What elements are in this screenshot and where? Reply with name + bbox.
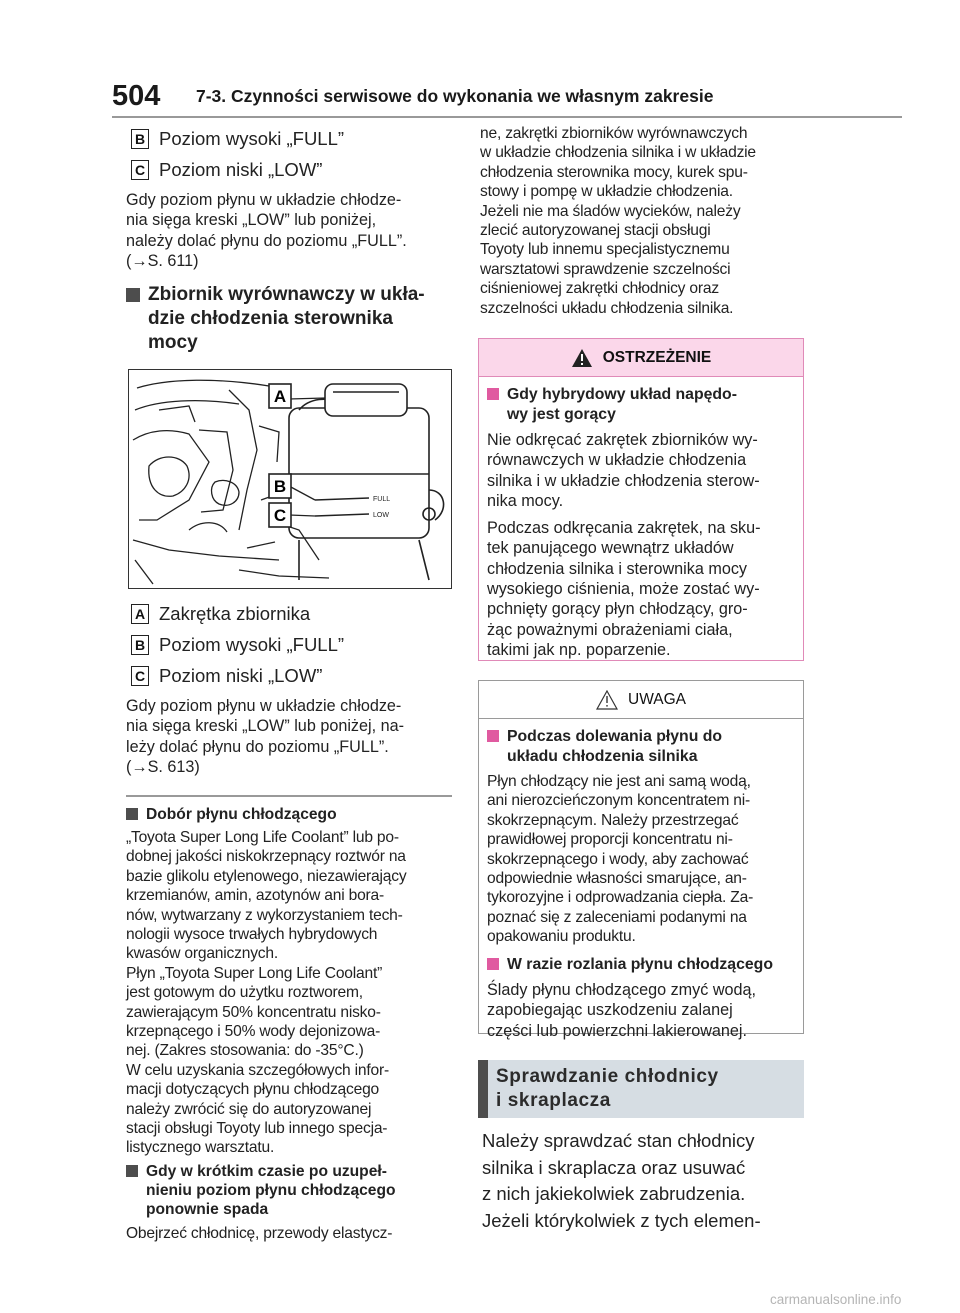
photo-label-a: A <box>273 387 287 407</box>
inspection-paragraph <box>480 124 806 318</box>
text-line: Gdy poziom płynu w układzie chłodze- <box>126 191 402 209</box>
text-line: nej. (Zakres stosowania: do -35°C.) <box>126 1042 364 1060</box>
notice-subheading-1 <box>487 727 795 766</box>
caption-text: Poziom wysoki „FULL” <box>159 127 345 149</box>
text-line: krzepnącego i 50% wody dejonizowa- <box>126 1022 381 1040</box>
notice-box <box>478 680 804 1040</box>
text-line: ne, zakrętki zbiorników wyrównawczych <box>480 125 748 142</box>
coolant-selection-paragraph <box>126 828 456 1158</box>
text-line: „Toyota Super Long Life Coolant” lub po- <box>126 828 399 846</box>
notice-paragraph-1 <box>487 772 795 947</box>
banner-title <box>496 1065 719 1113</box>
engine-coolant-paragraph <box>126 190 456 271</box>
engine-bay-illustration <box>128 369 452 589</box>
section-divider <box>126 795 452 797</box>
text-line: skokrzepnącym. Należy przestrzegać <box>487 811 739 829</box>
text-line: Gdy poziom płynu w układzie chłodze- <box>126 697 402 716</box>
text-line: silnika i skraplacza oraz usuwać <box>482 1156 746 1178</box>
heading-line: Zbiornik wyrównawczy w ukła- <box>148 284 425 306</box>
text-line: nia sięga kreski „LOW” lub poniżej, <box>126 211 377 230</box>
text-line: Ślady płynu chłodzącego zmyć wodą, <box>487 981 757 1000</box>
text-line: z nich jakiekolwiek zabrudzenia. <box>482 1183 746 1205</box>
reservoir-heading <box>126 283 456 355</box>
notice-paragraph-2 <box>487 980 795 1041</box>
section-title: 7-3. Czynności serwisowe do wykonania we własnym zakresie <box>196 86 714 106</box>
text-line: chłodzenia silnika i sterownika mocy <box>487 559 748 578</box>
square-bullet-icon <box>126 1165 138 1177</box>
warning-header <box>479 339 803 377</box>
notice-header <box>479 681 803 719</box>
text-line: bazie glikolu etylenowego, niezawierający <box>126 867 407 885</box>
heading-line: dzie chłodzenia sterownika <box>148 308 393 330</box>
text-line: zapobiegając uszkodzeniu zalanej <box>487 1001 733 1020</box>
badge-c: C <box>131 160 149 180</box>
caption-b-top <box>126 124 456 153</box>
text-line: nia sięga kreski „LOW” lub poniżej, na- <box>126 717 405 736</box>
text-line: Jeżeli którykolwiek z tych elemen- <box>482 1209 761 1231</box>
notice-title: UWAGA <box>628 690 686 708</box>
caution-triangle-icon <box>596 690 618 710</box>
text-line: Jeżeli nie ma śladów wycieków, należy <box>480 202 741 220</box>
level-drops-heading <box>126 1162 456 1219</box>
text-line: dobnej jakości niskokrzepnący roztwór na <box>126 848 406 866</box>
caption-c-top <box>126 155 456 184</box>
text-line: Obejrzeć chłodnicę, przewody elastycz- <box>126 1224 393 1242</box>
left-column <box>126 124 456 1243</box>
caption-text: Poziom niski „LOW” <box>159 158 323 180</box>
text-line: żąc poważnymi obrażeniami ciała, <box>487 620 733 639</box>
badge-b: B <box>131 635 149 655</box>
heading-line: wy jest gorący <box>507 405 616 423</box>
photo-label-b: B <box>273 477 287 497</box>
text-line: Toyoty lub innemu specjalistycznemu <box>480 241 730 259</box>
banner-line: i skraplacza <box>496 1090 611 1111</box>
warning-paragraph-1 <box>487 430 795 511</box>
text-line: nika mocy. <box>487 491 564 510</box>
text-line: Należy sprawdzać stan chłodnicy <box>482 1130 755 1151</box>
watermark-text: carmanualsonline.info <box>770 1292 902 1307</box>
text-line: poznać się z zaleceniami podanymi na <box>487 908 747 926</box>
notice-subheading-2: W razie rozlania płynu chłodzącego <box>487 955 795 975</box>
text-line: nów, wytwarzany z wykorzystaniem tech- <box>126 906 403 924</box>
text-line: należy dolać płynu do poziomu „FULL”. <box>126 231 407 250</box>
square-bullet-icon <box>487 730 499 742</box>
text-line: nologii wysoce trwałych hybrydowych <box>126 925 378 943</box>
caption-b <box>126 630 456 659</box>
low-mark-label: LOW <box>373 512 389 520</box>
heading-line: nieniu poziom płynu chłodzącego <box>146 1181 396 1199</box>
warning-box <box>478 338 804 661</box>
text-line: silnika i w układzie chłodzenia sterow- <box>487 471 760 490</box>
text-line: zlecić autoryzowanej stacji obsługi <box>480 222 711 240</box>
heading-line: mocy <box>148 332 198 354</box>
heading-line: Gdy w krótkim czasie po uzupeł- <box>146 1162 387 1180</box>
text-line: macji dotyczących płynu chłodzącego <box>126 1081 380 1099</box>
right-column <box>480 124 806 318</box>
text-line: Płyn „Toyota Super Long Life Coolant” <box>126 964 383 982</box>
page-header <box>0 66 960 118</box>
coolant-selection-heading: Dobór płynu chłodzącego <box>126 805 456 824</box>
heading-line: Podczas dolewania płynu do <box>507 728 723 745</box>
text-line: W celu uzyskania szczegółowych infor- <box>126 1061 389 1079</box>
caption-text: Poziom wysoki „FULL” <box>159 633 345 655</box>
caption-c <box>126 661 456 690</box>
text-line: opakowaniu produktu. <box>487 928 636 946</box>
full-mark-label: FULL <box>373 496 391 504</box>
text-line: skokrzepnącego i wody, aby zachować <box>487 850 749 868</box>
text-line: prawidłowej proporcji koncentratu ni- <box>487 831 733 849</box>
radiator-paragraph <box>482 1128 802 1234</box>
text-line: krzemianów, amin, azotynów ani bora- <box>126 887 385 905</box>
badge-b: B <box>131 129 149 149</box>
badge-c: C <box>131 666 149 686</box>
text-line: Podczas odkręcania zakrętek, na sku- <box>487 519 761 538</box>
text-line: stowy i pompę w układzie chłodzenia. <box>480 183 733 201</box>
text-line: stacji obsługi Toyoty lub innego specja- <box>126 1119 388 1137</box>
text-line: listycznego warsztatu. <box>126 1139 275 1157</box>
square-bullet-icon <box>126 288 140 302</box>
text-line: równawczych w układzie chłodzenia <box>487 451 747 470</box>
engine-bay-drawing <box>129 370 452 589</box>
warning-triangle-icon <box>571 348 593 368</box>
header-divider <box>112 116 902 118</box>
text-line: jest gotowym do użytku roztworem, <box>126 984 363 1002</box>
text-line: warsztatowi sprawdzenie szczelności <box>480 260 731 278</box>
caption-list <box>126 599 456 690</box>
text-line: wysokiego ciśnienia, może zostać wy- <box>487 580 760 599</box>
text-line: w układzie chłodzenia silnika i w układzie <box>480 144 756 162</box>
text-line: (→S. 611) <box>126 251 199 270</box>
level-drops-paragraph <box>126 1224 456 1243</box>
text-line: kwasów organicznych. <box>126 945 279 963</box>
text-line: Płyn chłodzący nie jest ani samą wodą, <box>487 773 751 790</box>
heading-line: Gdy hybrydowy układ napędo- <box>507 386 737 403</box>
text-line: Nie odkręcać zakrętek zbiorników wy- <box>487 431 758 449</box>
banner-line: Sprawdzanie chłodnicy <box>496 1066 719 1087</box>
banner-accent-bar <box>478 1060 488 1118</box>
warning-paragraph-2 <box>487 518 795 660</box>
text-line: takimi jak np. poparzenie. <box>487 640 671 659</box>
warning-subheading <box>487 385 795 424</box>
text-line: odpowiednie własności smarujące, an- <box>487 870 747 888</box>
square-bullet-icon <box>126 808 138 820</box>
caption-text: Zakrętka zbiornika <box>159 602 311 624</box>
text-line: części lub powierzchni lakierowanej. <box>487 1021 748 1040</box>
badge-a: A <box>131 604 149 624</box>
text-line: tykorozyjne i odprowadzania ciepła. Za- <box>487 889 754 907</box>
caption-a <box>126 599 456 628</box>
text-line: zawierającym 50% koncentratu nisko- <box>126 1003 381 1021</box>
text-line: ciśnieniowej zakrętki chłodnicy oraz <box>480 280 719 298</box>
heading-line: ponownie spada <box>146 1200 269 1218</box>
text-line: leży dolać płynu do poziomu „FULL”. <box>126 737 389 756</box>
text-line: tek panującego wewnątrz układów <box>487 539 734 558</box>
text-line: chłodzenia sterownika mocy, kurek spu- <box>480 163 748 181</box>
text-line: należy zwrócić się do autoryzowanej <box>126 1100 372 1118</box>
square-bullet-icon <box>487 958 499 970</box>
text-line: szczelności układu chłodzenia silnika. <box>480 299 734 317</box>
page-number: 504 <box>112 80 161 112</box>
section-banner <box>478 1060 804 1118</box>
text-line: (→S. 613) <box>126 758 200 777</box>
warning-title: OSTRZEŻENIE <box>602 348 712 366</box>
text-line: ani nierozcieńczonym koncentratem ni- <box>487 792 751 810</box>
text-line: pchnięty gorący płyn chłodzący, gro- <box>487 600 748 619</box>
square-bullet-icon <box>487 388 499 400</box>
heading-line: układu chłodzenia silnika <box>507 747 698 765</box>
photo-label-c: C <box>273 506 287 526</box>
caption-text: Poziom niski „LOW” <box>159 664 323 686</box>
power-control-coolant-paragraph <box>126 696 456 777</box>
